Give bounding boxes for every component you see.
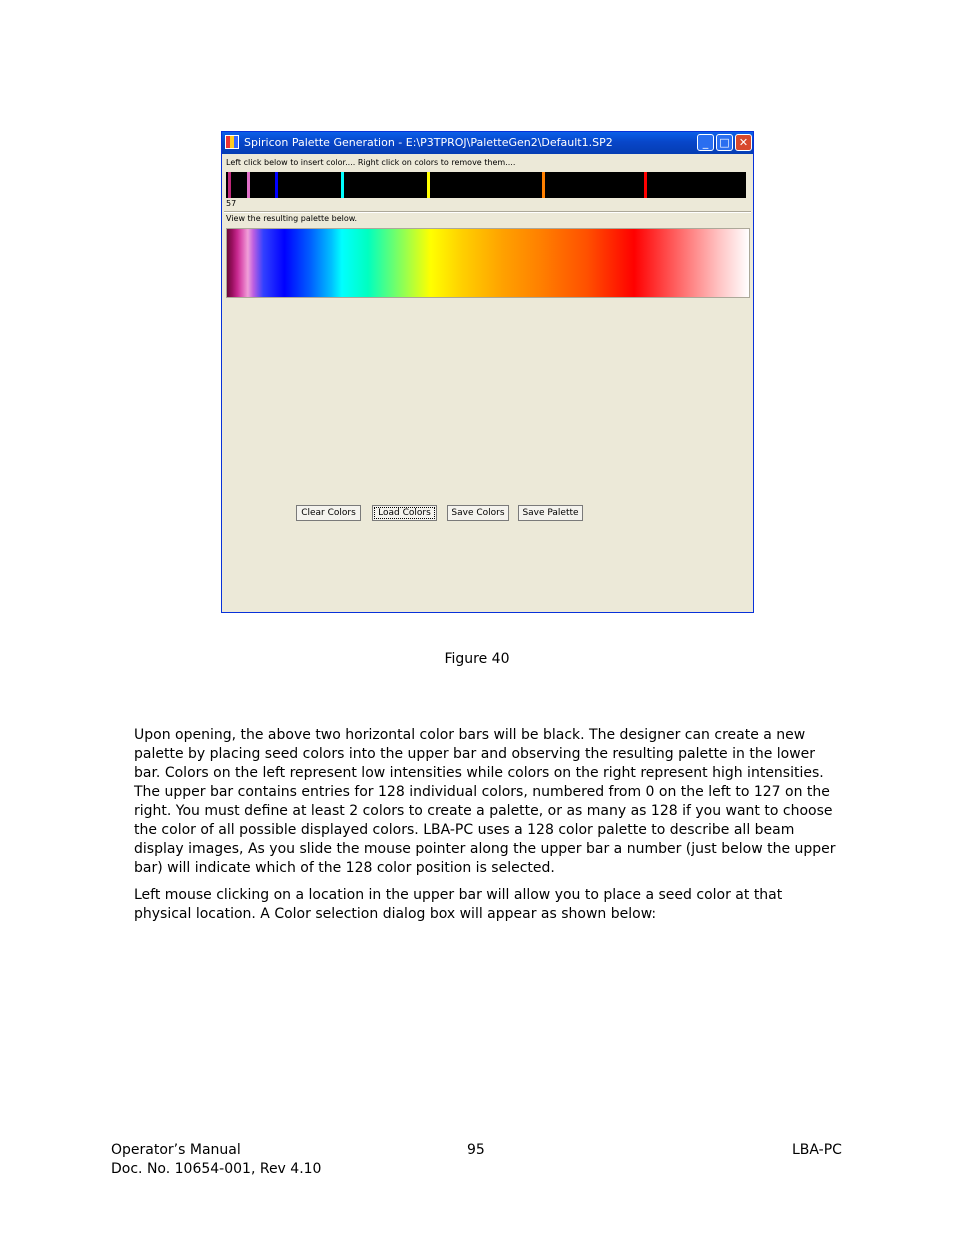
clear-colors-button[interactable]: Clear Colors — [296, 505, 361, 521]
seed-color-marker[interactable] — [341, 172, 344, 198]
footer-product: LBA-PC — [792, 1142, 842, 1158]
app-icon — [225, 135, 239, 149]
seed-color-marker[interactable] — [427, 172, 430, 198]
view-palette-hint: View the resulting palette below. — [226, 214, 358, 223]
seed-color-marker[interactable] — [644, 172, 647, 198]
seed-color-marker[interactable] — [228, 172, 231, 198]
footer-left — [111, 1141, 321, 1179]
seed-color-bar[interactable] — [226, 172, 746, 198]
close-icon[interactable]: ✕ — [735, 134, 752, 151]
body-paragraph: Left mouse clicking on a location in the upper bar will allow you to place a seed color at that physical location. A Color selection dialog box will appear as shown below: — [134, 887, 783, 922]
divider — [224, 211, 751, 213]
minimize-icon[interactable]: _ — [697, 134, 714, 151]
save-colors-button[interactable]: Save Colors — [447, 505, 509, 521]
load-colors-button[interactable]: Load Colors — [372, 505, 437, 521]
seed-color-marker[interactable] — [275, 172, 278, 198]
resulting-palette-bar — [226, 228, 750, 298]
seed-color-marker[interactable] — [247, 172, 250, 198]
save-palette-button[interactable]: Save Palette — [518, 505, 583, 521]
maximize-icon[interactable]: □ — [716, 134, 733, 151]
seed-color-marker[interactable] — [542, 172, 545, 198]
position-readout: 57 — [226, 199, 237, 208]
palette-generation-window — [221, 131, 754, 613]
footer-manual: Operator’s Manual — [111, 1142, 241, 1158]
figure-caption: Figure 40 — [444, 651, 510, 667]
title-bar[interactable] — [222, 132, 753, 154]
insert-color-hint: Left click below to insert color.... Right click on colors to remove them.... — [226, 158, 516, 167]
page-number: 95 — [467, 1142, 485, 1158]
window-title: Spiricon Palette Generation - E:\P3TPROJ\PaletteGen2\Default1.SP2 — [244, 136, 613, 149]
footer-doc-number: Doc. No. 10654-001, Rev 4.10 — [111, 1161, 322, 1177]
body-paragraph: Upon opening, the above two horizontal color bars will be black. The designer can create a new palette by placing seed colors into the upper bar and observing the resulting palette in the lower bar. Colors on the left represent low intensities while colors on the right represent high intensities. The upper bar contains entries for 128 individual colors, numbered from 0 on the left to 127 on the right. You must define at least 2 colors to create a palette, or as many as 128 if you want to choose the color of all possible displayed colors. LBA-PC uses a 128 color palette to describe all beam display images, As you slide the mouse pointer along the upper bar a number (just below the upper bar) will indicate which of the 128 color position is selected. — [134, 727, 836, 876]
